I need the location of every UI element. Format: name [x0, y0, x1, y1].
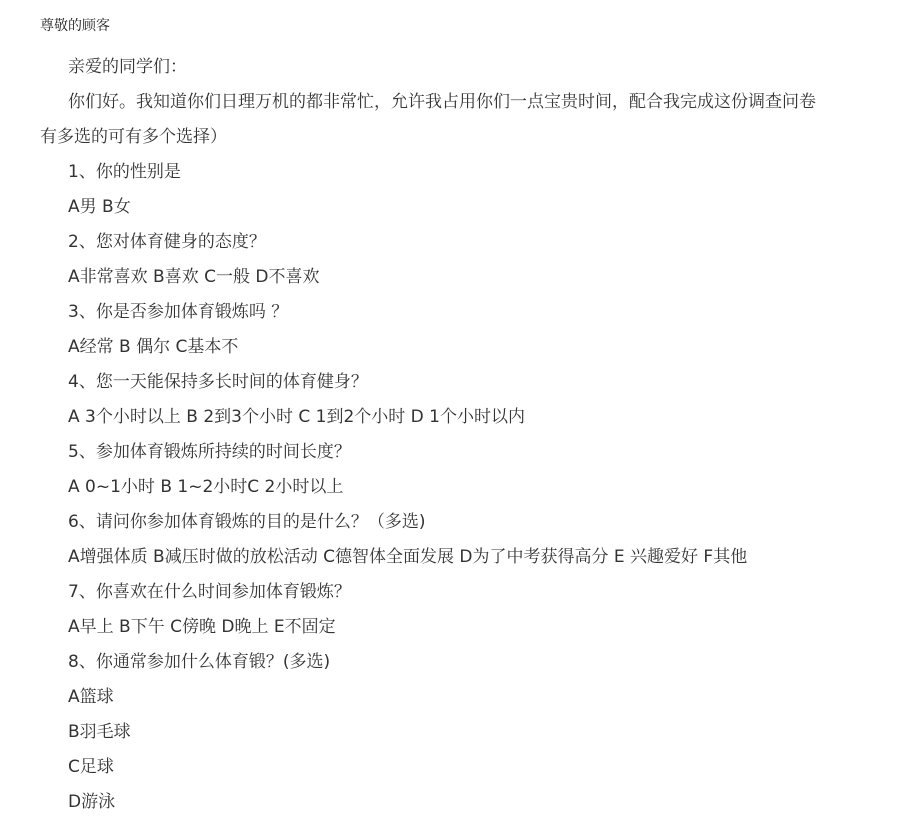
question-2: 2、您对体育健身的态度？ [68, 232, 266, 252]
question-5: 5、参加体育锻炼所持续的时间长度？ [68, 442, 351, 462]
document-header-title: 尊敬的顾客 [40, 18, 110, 34]
question-3-options: A经常 B 偶尔 C基本不 [68, 337, 239, 357]
question-4: 4、您一天能保持多长时间的体育健身？ [68, 372, 368, 392]
question-3: 3、你是否参加体育锻炼吗 ？ [68, 302, 289, 322]
survey-document [40, 50, 900, 820]
question-8-option-c: C足球 [68, 757, 114, 777]
question-1-options: A男 B女 [68, 197, 131, 217]
question-6-options: A增强体质 B减压时做的放松活动 C德智体全面发展 D为了中考获得高分 E 兴趣爱好 F其他 [68, 547, 748, 567]
question-7-options: A早上 B下午 C傍晚 D晚上 E不固定 [68, 617, 336, 637]
question-8-option-d: D游泳 [68, 792, 116, 812]
question-5-options: A 0~1小时 B 1~2小时C 2小时以上 [68, 477, 344, 497]
question-1: 1、你的性别是 [68, 162, 181, 182]
question-2-options: A非常喜欢 B喜欢 C一般 D不喜欢 [68, 267, 320, 287]
question-7: 7、你喜欢在什么时间参加体育锻炼？ [68, 582, 351, 602]
question-8: 8、你通常参加什么体育锻？(多选) [68, 652, 331, 672]
question-8-option-b: B羽毛球 [68, 722, 131, 742]
greeting: 亲爱的同学们： [68, 57, 187, 77]
question-6: 6、请问你参加体育锻炼的目的是什么？（多选) [68, 512, 426, 532]
intro-paragraph-line-1: 你们好。我知道你们日理万机的都非常忙，允许我占用你们一点宝贵时间，配合我完成这份调查问卷 [68, 92, 816, 112]
question-8-option-a: A篮球 [68, 687, 114, 707]
question-4-options: A 3个小时以上 B 2到3个小时 C 1到2个小时 D 1个小时以内 [68, 407, 525, 427]
intro-paragraph-line-2: 有多选的可有多个选择） [40, 127, 227, 147]
